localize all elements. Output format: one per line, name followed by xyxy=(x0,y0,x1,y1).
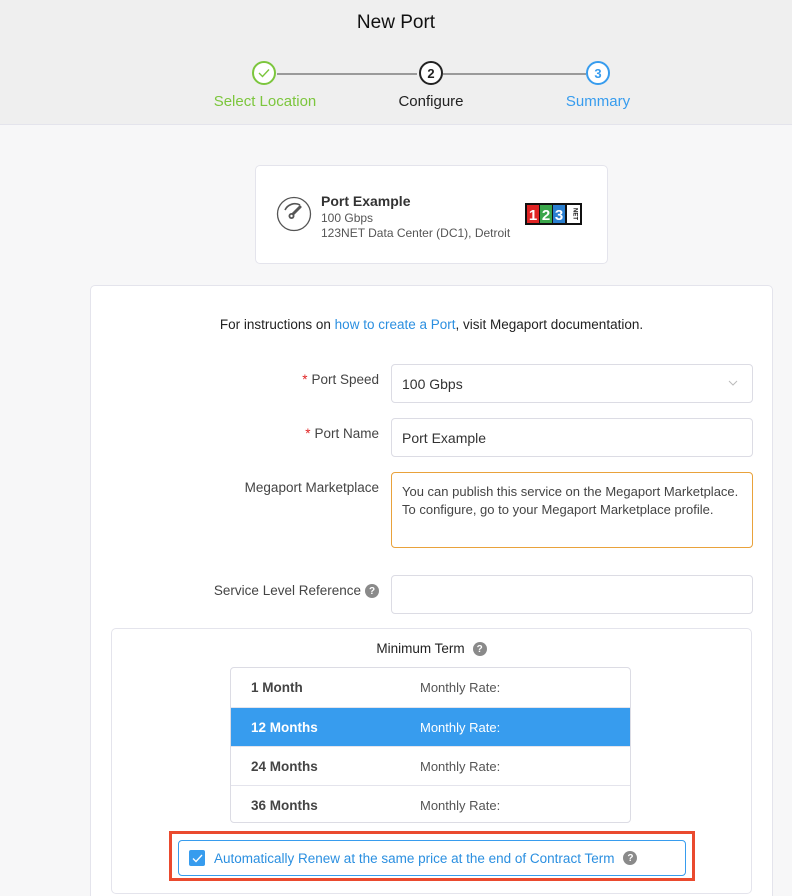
instructions-text: For instructions on how to create a Port, visit Megaport documentation. xyxy=(219,317,644,332)
step-summary: Summary xyxy=(565,93,631,110)
required-asterisk: * xyxy=(305,426,311,441)
step-connector xyxy=(443,73,586,75)
page-title: New Port xyxy=(356,12,436,33)
svg-text:1: 1 xyxy=(528,207,538,224)
page-header xyxy=(0,0,792,125)
how-to-create-port-link[interactable]: how to create a Port xyxy=(334,317,456,332)
marketplace-notice: You can publish this service on the Megaport Marketplace. To configure, go to your Megaport Marketplace profile. xyxy=(391,472,753,548)
svg-text:NET: NET xyxy=(571,208,578,220)
step-3-circle: 3 xyxy=(586,61,610,85)
step-connector xyxy=(277,73,417,75)
term-option-12-months[interactable]: 12 Months Monthly Rate: xyxy=(231,707,630,746)
term-option-1-month[interactable]: 1 Month Monthly Rate: xyxy=(251,680,501,695)
port-summary-card xyxy=(255,165,608,264)
port-speed: 100 Gbps xyxy=(321,211,374,225)
service-level-reference-input[interactable] xyxy=(391,575,753,614)
minimum-term-title: Minimum Term ? xyxy=(112,641,751,656)
check-icon xyxy=(192,854,203,863)
configure-form xyxy=(90,285,773,896)
term-option-36-months[interactable]: 36 Months Monthly Rate: xyxy=(231,785,630,823)
required-asterisk: * xyxy=(302,372,308,387)
auto-renew-option[interactable] xyxy=(178,840,686,876)
svg-text:3: 3 xyxy=(554,207,564,224)
term-options-list xyxy=(230,667,631,823)
port-location: 123NET Data Center (DC1), Detroit xyxy=(321,226,511,240)
step-select-location[interactable]: Select Location xyxy=(213,93,317,110)
port-name: Port Example xyxy=(321,193,411,209)
auto-renew-highlight xyxy=(169,831,695,881)
port-name-input[interactable]: Port Example xyxy=(391,418,753,457)
help-icon[interactable]: ? xyxy=(473,642,487,656)
123net-logo xyxy=(525,203,583,227)
stepper xyxy=(0,60,792,120)
auto-renew-label[interactable]: Automatically Renew at the same price at the end of Contract Term xyxy=(214,850,615,866)
step-2-circle: 2 xyxy=(419,61,443,85)
auto-renew-checkbox[interactable] xyxy=(189,850,205,866)
service-level-reference-label: Service Level Reference ? xyxy=(214,583,379,598)
port-speed-label: * Port Speed xyxy=(302,372,379,387)
port-name-label: * Port Name xyxy=(305,426,379,441)
help-icon[interactable]: ? xyxy=(365,584,379,598)
help-icon[interactable]: ? xyxy=(623,851,637,865)
port-speed-select[interactable]: 100 Gbps xyxy=(391,364,753,403)
speedometer-icon xyxy=(276,196,312,232)
term-option-24-months[interactable]: 24 Months Monthly Rate: xyxy=(231,746,630,785)
step-configure: Configure xyxy=(398,93,464,110)
svg-text:2: 2 xyxy=(541,207,551,224)
marketplace-label: Megaport Marketplace xyxy=(244,480,379,495)
chevron-down-icon xyxy=(728,378,738,388)
step-1-check-icon[interactable] xyxy=(252,61,276,85)
